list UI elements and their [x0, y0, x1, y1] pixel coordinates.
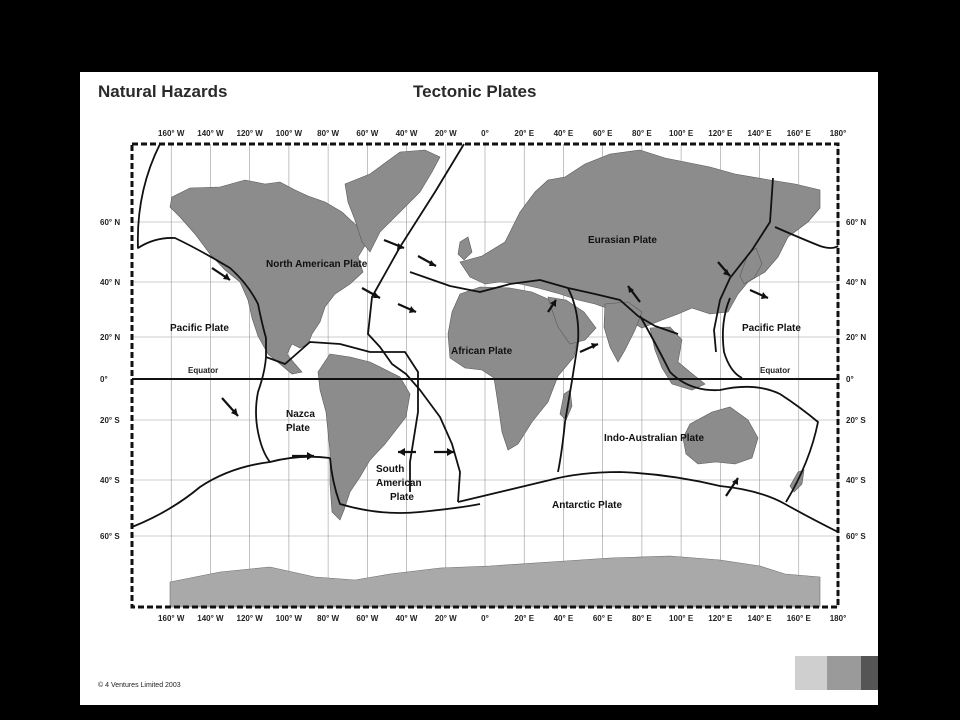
longitude-label-bottom: 120° W: [236, 614, 263, 623]
antarctic-ridge-indian: [458, 472, 838, 532]
antarctic-ridge-west: [132, 462, 270, 527]
longitude-label-bottom: 160° E: [786, 614, 811, 623]
longitude-label-bottom: 100° E: [669, 614, 694, 623]
longitude-label-bottom: 40° E: [553, 614, 574, 623]
latitude-label-left: 40° N: [100, 278, 121, 287]
color-swatch-mid: [827, 656, 861, 690]
north-american-plate-label: North American Plate: [266, 259, 368, 270]
longitude-label-top: 20° W: [434, 129, 457, 138]
longitude-label-top: 180°: [829, 129, 847, 138]
latitude-label-right: 20° N: [846, 333, 867, 342]
pacific-plate-label-west: Pacific Plate: [170, 323, 229, 334]
longitude-label-top: 140° E: [747, 129, 772, 138]
latitude-label-left: 60° S: [100, 532, 120, 541]
equator-label-east: Equator: [760, 366, 791, 375]
latitude-label-right: 40° N: [846, 278, 867, 287]
longitude-label-top: 100° E: [669, 129, 694, 138]
britain-landmass: [458, 237, 472, 260]
latitude-label-right: 0°: [846, 375, 854, 384]
south-american-plate-label-line2: American: [376, 478, 422, 489]
southeast-asia-landmass: [650, 327, 705, 390]
latitude-label-right: 20° S: [846, 416, 866, 425]
latitude-label-right: 60° S: [846, 532, 866, 541]
antarctica-landmass: [170, 556, 820, 607]
longitude-label-top: 60° E: [592, 129, 613, 138]
south-american-plate-label-line3: Plate: [390, 492, 414, 503]
map-title: Tectonic Plates: [413, 82, 537, 101]
arrowhead: [591, 343, 598, 349]
color-swatch-dark: [861, 656, 878, 690]
longitude-label-bottom: 180°: [829, 614, 847, 623]
longitude-label-bottom: 140° E: [747, 614, 772, 623]
arrowhead: [409, 306, 416, 313]
latitude-label-left: 20° N: [100, 333, 121, 342]
map-sheet: [80, 72, 878, 705]
longitude-label-bottom: 40° W: [395, 614, 418, 623]
color-swatch-light: [795, 656, 827, 690]
india-landmass: [604, 302, 642, 362]
longitude-label-top: 160° E: [786, 129, 811, 138]
latitude-label-left: 40° S: [100, 476, 120, 485]
nazca-plate-label-line2: Plate: [286, 423, 310, 434]
arrowhead: [429, 260, 436, 266]
longitude-label-bottom: 80° E: [632, 614, 652, 623]
antarctic-plate-label: Antarctic Plate: [552, 500, 623, 511]
longitude-label-top: 140° W: [197, 129, 224, 138]
page-title: Natural Hazards: [98, 82, 228, 101]
african-plate-label: African Plate: [451, 346, 513, 357]
longitude-label-top: 60° W: [356, 129, 379, 138]
longitude-label-bottom: 60° E: [592, 614, 613, 623]
longitude-label-bottom: 120° E: [708, 614, 733, 623]
indo-australian-plate-label: Indo-Australian Plate: [604, 433, 705, 444]
longitude-label-bottom: 20° W: [434, 614, 457, 623]
longitude-label-bottom: 20° E: [514, 614, 535, 623]
arrowhead: [307, 452, 314, 460]
equator-label-west: Equator: [188, 366, 219, 375]
longitude-label-top: 40° E: [553, 129, 574, 138]
philippine-boundary: [723, 298, 742, 378]
longitude-label-bottom: 80° W: [317, 614, 340, 623]
longitude-label-bottom: 140° W: [197, 614, 224, 623]
longitude-label-bottom: 160° W: [158, 614, 185, 623]
longitude-label-top: 160° W: [158, 129, 185, 138]
longitude-label-bottom: 100° W: [275, 614, 303, 623]
longitude-label-top: 80° W: [317, 129, 340, 138]
eurasian-plate-label: Eurasian Plate: [588, 235, 657, 246]
longitude-label-bottom: 0°: [481, 614, 489, 623]
latitude-label-right: 60° N: [846, 218, 867, 227]
longitude-label-top: 100° W: [275, 129, 303, 138]
longitude-label-top: 40° W: [395, 129, 418, 138]
longitude-label-top: 80° E: [632, 129, 652, 138]
arrowhead: [761, 292, 768, 299]
longitude-label-bottom: 60° W: [356, 614, 379, 623]
latitude-label-left: 0°: [100, 375, 108, 384]
latitude-label-left: 60° N: [100, 218, 121, 227]
arrowhead: [398, 448, 405, 456]
copyright-notice: © 4 Ventures Limited 2003: [98, 682, 181, 689]
latitude-label-right: 40° S: [846, 476, 866, 485]
longitude-label-top: 120° E: [708, 129, 733, 138]
latitude-label-left: 20° S: [100, 416, 120, 425]
longitude-label-top: 120° W: [236, 129, 263, 138]
longitude-label-top: 0°: [481, 129, 489, 138]
longitude-label-top: 20° E: [514, 129, 535, 138]
pacific-plate-label-east: Pacific Plate: [742, 323, 801, 334]
north-america-landmass: [170, 180, 366, 374]
tectonic-plates-map: [80, 72, 878, 705]
south-american-plate-label-line1: South: [376, 464, 405, 475]
nazca-plate-label-line1: Nazca: [286, 409, 315, 420]
